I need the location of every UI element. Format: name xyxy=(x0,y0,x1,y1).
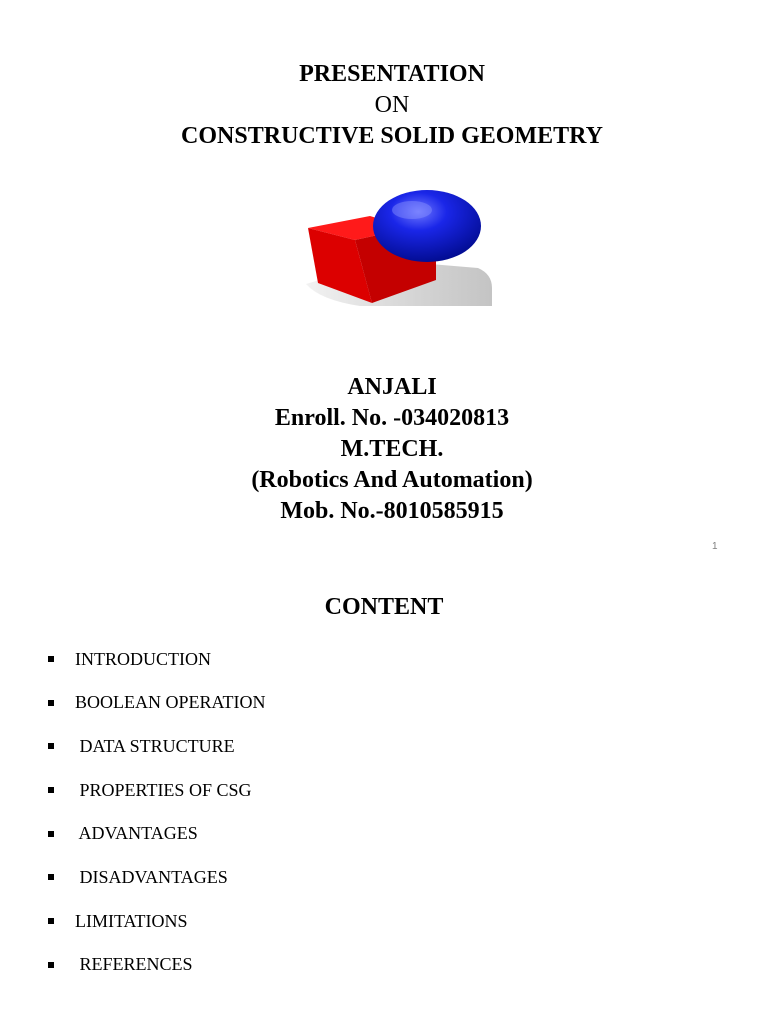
author-mobile: Mob. No.-8010585915 xyxy=(280,498,504,524)
list-item xyxy=(44,648,266,670)
bullet-icon xyxy=(48,874,54,880)
author-specialization: (Robotics And Automation) xyxy=(251,467,533,493)
title-line-topic: CONSTRUCTIVE SOLID GEOMETRY xyxy=(181,123,603,149)
list-item-label: DATA STRUCTURE xyxy=(75,735,235,756)
title-line-on: ON xyxy=(374,92,410,118)
author-name: ANJALI xyxy=(347,374,437,400)
page-number: 1 xyxy=(712,541,718,552)
author-degree: M.TECH. xyxy=(340,436,444,462)
list-item-label: BOOLEAN OPERATION xyxy=(75,692,266,713)
title-line-presentation: PRESENTATION xyxy=(299,61,485,87)
bullet-icon xyxy=(48,962,54,968)
sphere-highlight xyxy=(392,201,432,219)
list-item-label: INTRODUCTION xyxy=(75,648,211,669)
bullet-icon xyxy=(48,656,54,662)
author-info xyxy=(0,372,768,527)
list-item-label: DISADVANTAGES xyxy=(75,866,228,887)
content-list xyxy=(44,648,266,998)
list-item xyxy=(44,823,266,845)
bullet-icon xyxy=(48,700,54,706)
content-slide xyxy=(0,570,768,1024)
content-heading: CONTENT xyxy=(324,594,444,620)
list-item-label: REFERENCES xyxy=(75,954,193,975)
list-item xyxy=(44,954,266,976)
author-enroll: Enroll. No. -034020813 xyxy=(274,405,510,431)
list-item-label: ADVANTAGES xyxy=(75,823,198,844)
list-item xyxy=(44,910,266,932)
bullet-icon xyxy=(48,831,54,837)
bullet-icon xyxy=(48,743,54,749)
csg-illustration xyxy=(300,188,500,308)
list-item xyxy=(44,779,266,801)
list-item-label: LIMITATIONS xyxy=(75,910,188,931)
sphere-shape xyxy=(373,190,481,262)
list-item xyxy=(44,735,266,757)
list-item xyxy=(44,692,266,714)
bullet-icon xyxy=(48,787,54,793)
presentation-title xyxy=(0,59,768,152)
list-item-label: PROPERTIES OF CSG xyxy=(75,779,252,800)
list-item xyxy=(44,866,266,888)
bullet-icon xyxy=(48,918,54,924)
